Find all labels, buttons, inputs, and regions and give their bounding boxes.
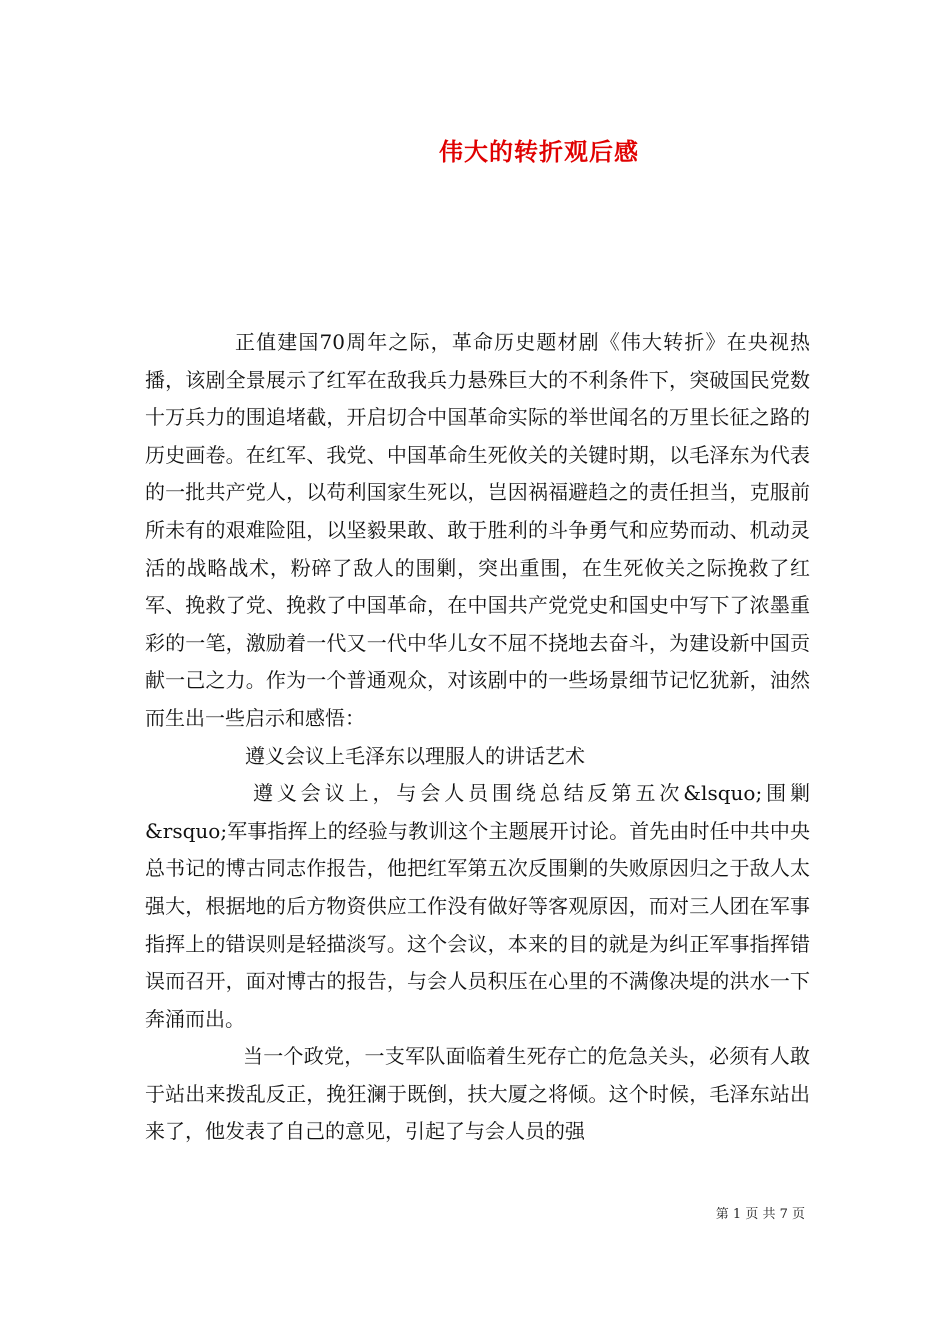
paragraph-crisis: 当一个政党，一支军队面临着生死存亡的危急关头，必须有人敢于站出来拨乱反正，挽狂澜于既倒，扶大厦之将倾。这个时候，毛泽东站出来了，他发表了自己的意见，引起了与会人员的强	[145, 1044, 810, 1144]
paragraph-zunyi-meeting: 遵义会议上，与会人员围绕总结反第五次&lsquo;围剿&rsquo;军事指挥上的经验与教训这个主题展开讨论。首先由时任中共中央总书记的博古同志作报告，他把红军第五次反围剿的失败原因归之于敌人太强大，根据地的后方物资供应工作没有做好等客观原因，而对三人团在军事指挥上的错误则是轻描淡写。这个会议，本来的目的就是为纠正军事指挥错误而召开，面对博古的报告，与会人员积压在心里的不满像决堤的洪水一下奔涌而出。	[145, 781, 810, 1031]
document-title: 伟大的转折观后感	[439, 137, 639, 166]
paragraph-intro: 正值建国70周年之际，革命历史题材剧《伟大转折》在央视热播，该剧全景展示了红军在敌我兵力悬殊巨大的不利条件下，突破国民党数十万兵力的围追堵截，开启切合中国革命实际的举世闻名的万里长征之路的历史画卷。在红军、我党、中国革命生死攸关的关键时期，以毛泽东为代表的一批共产党人，以苟利国家生死以，岂因祸福避趋之的责任担当，克服前所未有的艰难险阻，以坚毅果敢、敢于胜利的斗争勇气和应势而动、机动灵活的战略战术，粉碎了敌人的围剿，突出重围，在生死攸关之际挽救了红军、挽救了党、挽救了中国革命，在中国共产党党史和国史中写下了浓墨重彩的一笔，激励着一代又一代中华儿女不屈不挠地去奋斗，为建设新中国贡献一己之力。作为一个普通观众，对该剧中的一些场景细节记忆犹新，油然而生出一些启示和感悟：	[145, 330, 810, 730]
page-number-footer: 第 1 页 共 7 页	[715, 1207, 805, 1222]
document-body	[145, 324, 810, 1151]
section-heading: 遵义会议上毛泽东以理服人的讲话艺术	[245, 743, 585, 768]
